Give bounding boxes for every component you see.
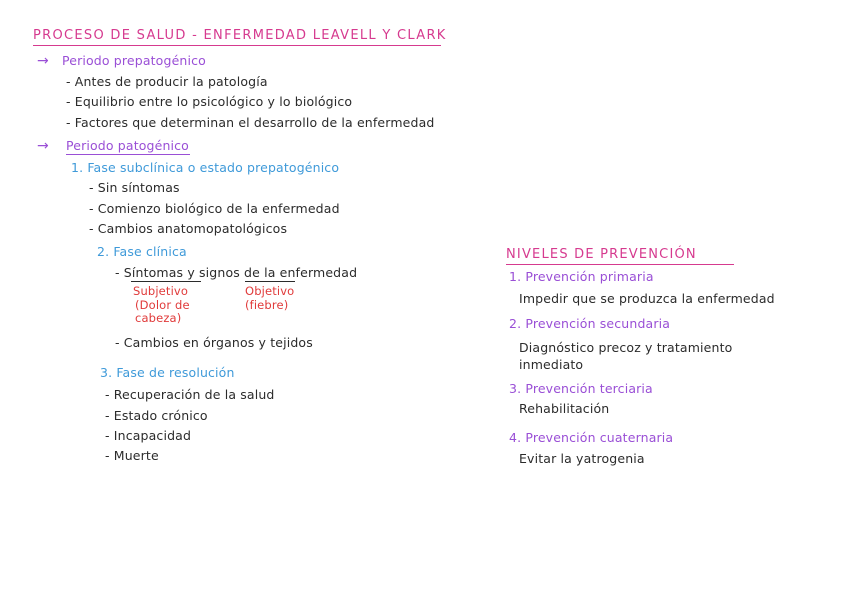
phase1-item: - Comienzo biológico de la enfermedad xyxy=(89,201,340,216)
prevention-level-desc: Diagnóstico precoz y tratamiento inmediato xyxy=(519,340,733,372)
pathogenic-underline xyxy=(66,154,190,155)
phase3-item: - Estado crónico xyxy=(105,408,208,423)
prepatogenic-item: - Equilibrio entre lo psicológico y lo biológico xyxy=(66,94,353,109)
phase3-item: - Incapacidad xyxy=(105,428,192,443)
prevention-level-title: 1. Prevención primaria xyxy=(509,269,654,284)
phase3-item: - Muerte xyxy=(105,448,159,463)
page-title: PROCESO DE SALUD - ENFERMEDAD LEAVELL Y CLARK xyxy=(33,28,447,43)
prevention-underline xyxy=(506,264,734,265)
phase1-heading: 1. Fase subclínica o estado prepatogénico xyxy=(71,160,340,175)
prevention-level-title: 4. Prevención cuaternaria xyxy=(509,430,674,445)
prevention-level-desc: Rehabilitación xyxy=(519,401,610,416)
symptoms-underline xyxy=(131,281,201,282)
phase2-item: - Cambios en órganos y tejidos xyxy=(115,335,313,350)
prevention-level-title: 2. Prevención secundaria xyxy=(509,316,671,331)
phase1-item: - Sin síntomas xyxy=(89,180,180,195)
objective-label: Objetivo xyxy=(245,284,295,298)
prevention-level-title: 3. Prevención terciaria xyxy=(509,381,653,396)
arrow-right-icon: → xyxy=(37,53,49,69)
phase1-item: - Cambios anatomopatológicos xyxy=(89,221,288,236)
phase3-item: - Recuperación de la salud xyxy=(105,387,275,402)
title-underline xyxy=(33,45,441,46)
phase2-symptoms-item: - Síntomas y signos de la enfermedad xyxy=(115,265,358,280)
objective-example: (fiebre) xyxy=(245,298,289,312)
prepatogenic-item: - Antes de producir la patología xyxy=(66,74,268,89)
prevention-level-desc: Evitar la yatrogenia xyxy=(519,451,645,466)
phase3-heading: 3. Fase de resolución xyxy=(100,365,235,380)
arrow-right-icon: → xyxy=(37,138,49,154)
prepatogenic-heading: Periodo prepatogénico xyxy=(62,53,206,68)
prevention-level-desc: Impedir que se produzca la enfermedad xyxy=(519,291,775,306)
pathogenic-heading: Periodo patogénico xyxy=(66,138,189,153)
prepatogenic-item: - Factores que determinan el desarrollo de la enfermedad xyxy=(66,115,435,130)
signs-underline xyxy=(245,281,295,282)
phase2-heading: 2. Fase clínica xyxy=(97,244,187,259)
prevention-heading: NIVELES DE PREVENCIÓN xyxy=(506,247,697,262)
subjective-example: (Dolor de cabeza) xyxy=(135,298,190,326)
subjective-label: Subjetivo xyxy=(133,284,189,298)
